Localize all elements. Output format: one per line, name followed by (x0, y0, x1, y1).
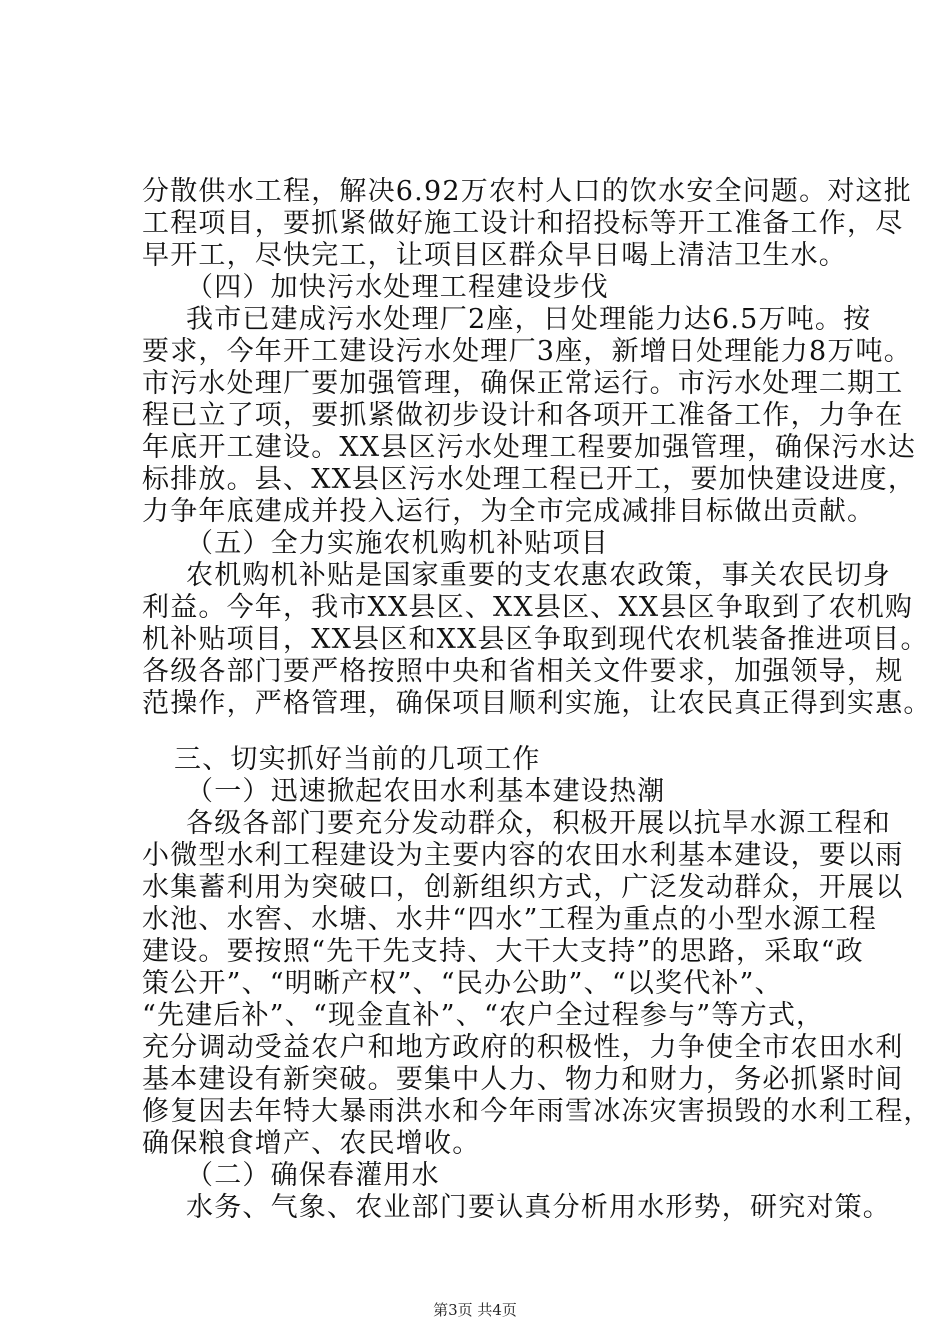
text-line: 水务、气象、农业部门要认真分析用水形势，研究对策。 (186, 1192, 891, 1223)
text-line: 我市已建成污水处理厂2座，日处理能力达6.5万吨。按 (186, 304, 872, 335)
text-line: 修复因去年特大暴雨洪水和今年雨雪冰冻灾害损毁的水利工程， (142, 1096, 932, 1127)
text-line: 基本建设有新突破。要集中人力、物力和财力，务必抓紧时间 (142, 1064, 904, 1095)
text-line: 各级各部门要充分发动群众，积极开展以抗旱水源工程和 (186, 808, 891, 839)
text-line: 标排放。县、XX县区污水处理工程已开工，要加快建设进度， (142, 464, 917, 495)
page-footer: 第3页 共4页 (433, 1301, 517, 1319)
text-line: 范操作，严格管理，确保项目顺利实施，让农民真正得到实惠。 (142, 688, 932, 719)
section-heading: （四）加快污水处理工程建设步伐 (186, 272, 609, 303)
text-line: 充分调动受益农户和地方政府的积极性，力争使全市农田水利 (142, 1032, 904, 1063)
text-line: 程已立了项，要抓紧做初步设计和各项开工准备工作，力争在 (142, 400, 904, 431)
text-line: 市污水处理厂要加强管理，确保正常运行。市污水处理二期工 (142, 368, 904, 399)
text-line: 小微型水利工程建设为主要内容的农田水利基本建设，要以雨 (142, 840, 904, 871)
text-line: 确保粮食增产、农民增收。 (142, 1128, 481, 1159)
text-line: 策公开”、“明晰产权”、“民办公助”、“以奖代补”、 (142, 968, 783, 999)
text-line: 建设。要按照“先干先支持、大干大支持”的思路，采取“政 (142, 936, 864, 967)
section-heading: （一）迅速掀起农田水利基本建设热潮 (186, 776, 666, 807)
text-line: 利益。今年，我市XX县区、XX县区、XX县区争取到了农机购 (142, 592, 914, 623)
text-line: 工程项目，要抓紧做好施工设计和招投标等开工准备工作，尽 (142, 208, 904, 239)
text-line: 机补贴项目，XX县区和XX县区争取到现代农机装备推进项目。 (142, 624, 929, 655)
section-heading: （五）全力实施农机购机补贴项目 (186, 528, 609, 559)
section-heading: （二）确保春灌用水 (186, 1160, 440, 1191)
text-line: 要求，今年开工建设污水处理厂3座，新增日处理能力8万吨。 (142, 336, 912, 367)
text-line: 年底开工建设。XX县区污水处理工程要加强管理，确保污水达 (142, 432, 917, 463)
text-line: 分散供水工程，解决6.92万农村人口的饮水安全问题。对这批 (142, 176, 912, 207)
text-line: 水池、水窖、水塘、水井“四水”工程为重点的小型水源工程 (142, 904, 878, 935)
text-line: 水集蓄利用为突破口，创新组织方式，广泛发动群众，开展以 (142, 872, 904, 903)
text-line: “先建后补”、“现金直补”、“农户全过程参与”等方式， (142, 1000, 825, 1031)
chapter-heading: 三、切实抓好当前的几项工作 (174, 744, 541, 775)
text-line: 力争年底建成并投入运行，为全市完成减排目标做出贡献。 (142, 496, 876, 527)
text-line: 早开工，尽快完工，让项目区群众早日喝上清洁卫生水。 (142, 240, 847, 271)
text-line: 各级各部门要严格按照中央和省相关文件要求，加强领导，规 (142, 656, 904, 687)
text-line: 农机购机补贴是国家重要的支农惠农政策，事关农民切身 (186, 560, 891, 591)
